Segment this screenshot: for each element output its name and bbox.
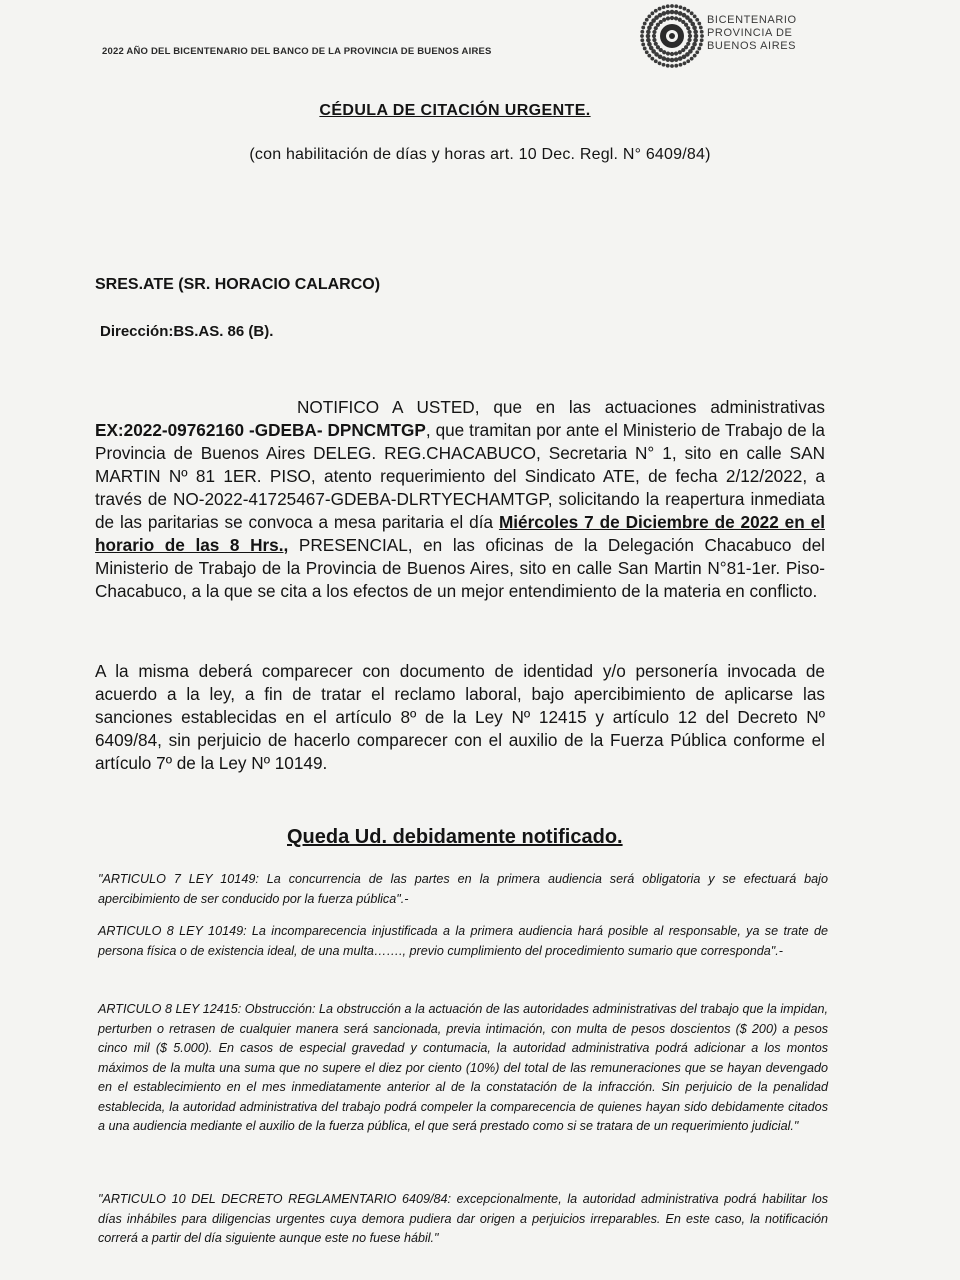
seal-dot [679,5,683,9]
seal-dot [646,30,651,35]
seal-dot [670,4,674,8]
seal-dot [647,14,651,18]
seal-dot [692,25,697,30]
article-7-ley-10149: "ARTICULO 7 LEY 10149: La concurrencia de las partes en la primera audiencia será obligatoria y se efectuará bajo apercibimiento de ser conducido por la fuerza pública".- [98,872,828,906]
seal-dot [683,7,687,11]
seal-dot [694,34,699,39]
seal-dot [654,42,658,46]
seal-dot [700,30,704,34]
seal-dot [690,57,694,61]
seal-dot [640,34,644,38]
seal-line: BUENOS AIRES [707,40,797,52]
document-title: CÉDULA DE CITACIÓN URGENTE. [319,102,591,119]
seal-dot [695,18,699,22]
seal-dot [658,61,662,65]
seal-dot [674,51,678,55]
seal-dot [700,38,704,42]
seal-dot [690,11,694,15]
seal-dot [674,4,678,8]
paragraph-end: PRESENCIAL, en las oficinas de la Delegación Chacabuco del Ministerio de Trabajo de la Provincia de Buenos Aires, sito en calle San Martin N°81-1er. Piso-Chacabuco, a la que se cita a los efectos de un mejor entendimiento de la materia en conflicto. [95,535,825,601]
seal-dot [679,63,683,67]
bank-seal-icon [640,4,704,68]
seal-caption [707,14,797,53]
seal-dot [693,54,697,58]
seal-dot [652,30,656,34]
article-8-ley-10149: ARTICULO 8 LEY 10149: La incomparecencia injustificada a la primera audiencia hará posible al responsable, ya se trate de persona física o de existencia ideal, de una multa……., previo cumplimiento del procedimiento sumario que corresponda".- [98,924,828,958]
seal-dot [652,38,656,42]
seal-dot [662,18,666,22]
seal-dot [670,16,674,20]
seal-dot [699,26,703,30]
seal-dot [666,51,670,55]
recipient-address: Dirección:BS.AS. 86 (B). [100,323,274,340]
seal-dot [670,10,675,15]
seal-dot [647,54,651,58]
seal-dot [658,7,662,11]
seal-dot [643,22,647,26]
seal-dot [662,5,666,9]
seal-dot [674,10,679,15]
appearance-paragraph: A la misma deberá comparecer con documento de identidad y/o personería invocada de acuerdo a la ley, a fin de tratar el reclamo laboral, bajo apercibimiento de aplicarse las sanciones establecidas en el artículo 8º de la Ley Nº 12415 y artículo 12 del Decreto Nº 6409/84, sin perjuicio de hacerlo comparecer con el auxilio de la Fuerza Pública conforme el artículo 7º de la Ley Nº 10149. [95,661,825,773]
seal-dot [687,30,691,34]
paragraph-middle: , que tramitan por ante el Ministerio de Trabajo de la Provincia de Buenos Aires DELEG. REG.CHACABUCO, Secretaria N° 1, sito en calle SAN MARTIN Nº 81 1ER. PISO, atento requerimiento del Sindicato ATE, de fecha 2/12/2022, a través de NO-2022-41725467-GDEBA-DLRTYECHAMTGP, solicitando la reapertura inmediata de las paritarias se convoca a mesa paritaria el día [95,420,825,532]
seal-dot [641,26,645,30]
seal-dot [646,34,651,39]
seal-dot [643,47,647,51]
seal-dot [686,9,690,13]
meeting-date: Miércoles 7 de Diciembre de 2022 en el horario de las 8 Hrs., [95,512,825,555]
article-8-ley-12415: ARTICULO 8 LEY 12415: Obstrucción: La obstrucción a la actuación de las autoridades administrativas del trabajo que la impidan, perturben o retrasen de cualquier manera será sancionada, previa intimación, con multa de pesos doscientos ($ 200) a pesos cinco mil ($ 5.000). En casos de especial gravedad y contumacia, la autoridad administrativa podrá adicionar a los montos máximos de la multa una suma que no supere el diez por ciento (10%) del total de las remuneraciones que se hayan devengado en el establecimiento en el mes inmediatamente anterior al de la constatación de la infracción. Sin perjuicio de la penalidad establecida, la autoridad administrativa del trabajo podrá compeler la comparecencia de quienes hayan sido debidamente citados a una audiencia mediante el auxilio de la fuerza pública, el que será prestado como si se tratara de un requerimiento judicial." [98,1002,828,1133]
seal-dot [678,50,682,54]
seal-dot [666,16,670,20]
seal-dot [674,57,679,62]
recipient: SRES.ATE (SR. HORACIO CALARCO) [95,276,381,293]
seal-dot [686,26,690,30]
paragraph-intro: NOTIFICO A USTED, que en las actuaciones administrativas [297,397,825,417]
article-10-decreto-6409: "ARTICULO 10 DEL DECRETO REGLAMENTARIO 6409/84: excepcionalmente, la autoridad administrativa podrá habilitar los días inhábiles para diligencias urgentes cuya demora pudiera dar origen a perjuicios irreparables. En este caso, la notificación correrá a partir del día siguiente aunque este no fuese hábil." [98,1192,828,1245]
seal-dot [686,59,690,63]
seal-dot [683,61,687,65]
seal-dot [700,34,704,38]
seal-dot [650,57,654,61]
seal-dot [661,11,666,16]
notification-paragraph [95,396,825,603]
seal-dot [641,43,645,47]
seal-dot [645,18,649,22]
seal-dot [647,42,652,47]
seal-dot [654,9,658,13]
seal-dot [695,50,699,54]
seal-dot [650,11,654,15]
seal-dot [645,50,649,54]
seal-dot [652,34,656,38]
seal-dot [699,43,703,47]
seal-dot [640,38,644,42]
seal-dot [674,64,678,68]
seal-dot [666,4,670,8]
seal-dot [670,52,674,56]
seal-line: BICENTENARIO [707,14,797,26]
seal-dot [670,58,675,63]
seal-line: PROVINCIA DE [707,27,793,39]
seal-dot [693,30,698,35]
seal-dot [666,64,670,68]
seal-dot [666,10,671,15]
seal-dot [697,47,701,51]
header-banner: 2022 AÑO DEL BICENTENARIO DEL BANCO DE LA PROVINCIA DE BUENOS AIRES [102,46,492,57]
seal-dot [674,16,678,20]
seal-dot [654,59,658,63]
seal-dot [693,38,698,43]
seal-dot [687,38,691,42]
seal-dot [693,14,697,18]
seal-dot [662,63,666,67]
seal-dot [688,34,692,38]
seal-dot [697,22,701,26]
seal-dot [678,56,683,61]
seal-dot [666,57,671,62]
document-subtitle: (con habilitación de días y horas art. 10 Dec. Regl. N° 6409/84) [249,146,711,163]
expediente-number: EX:2022-09762160 -GDEBA- DPNCMTGP [95,420,426,440]
seal-dot [646,38,651,43]
seal-dot [670,64,674,68]
seal-dot [640,30,644,34]
notified-statement: Queda Ud. debidamente notificado. [287,826,623,848]
